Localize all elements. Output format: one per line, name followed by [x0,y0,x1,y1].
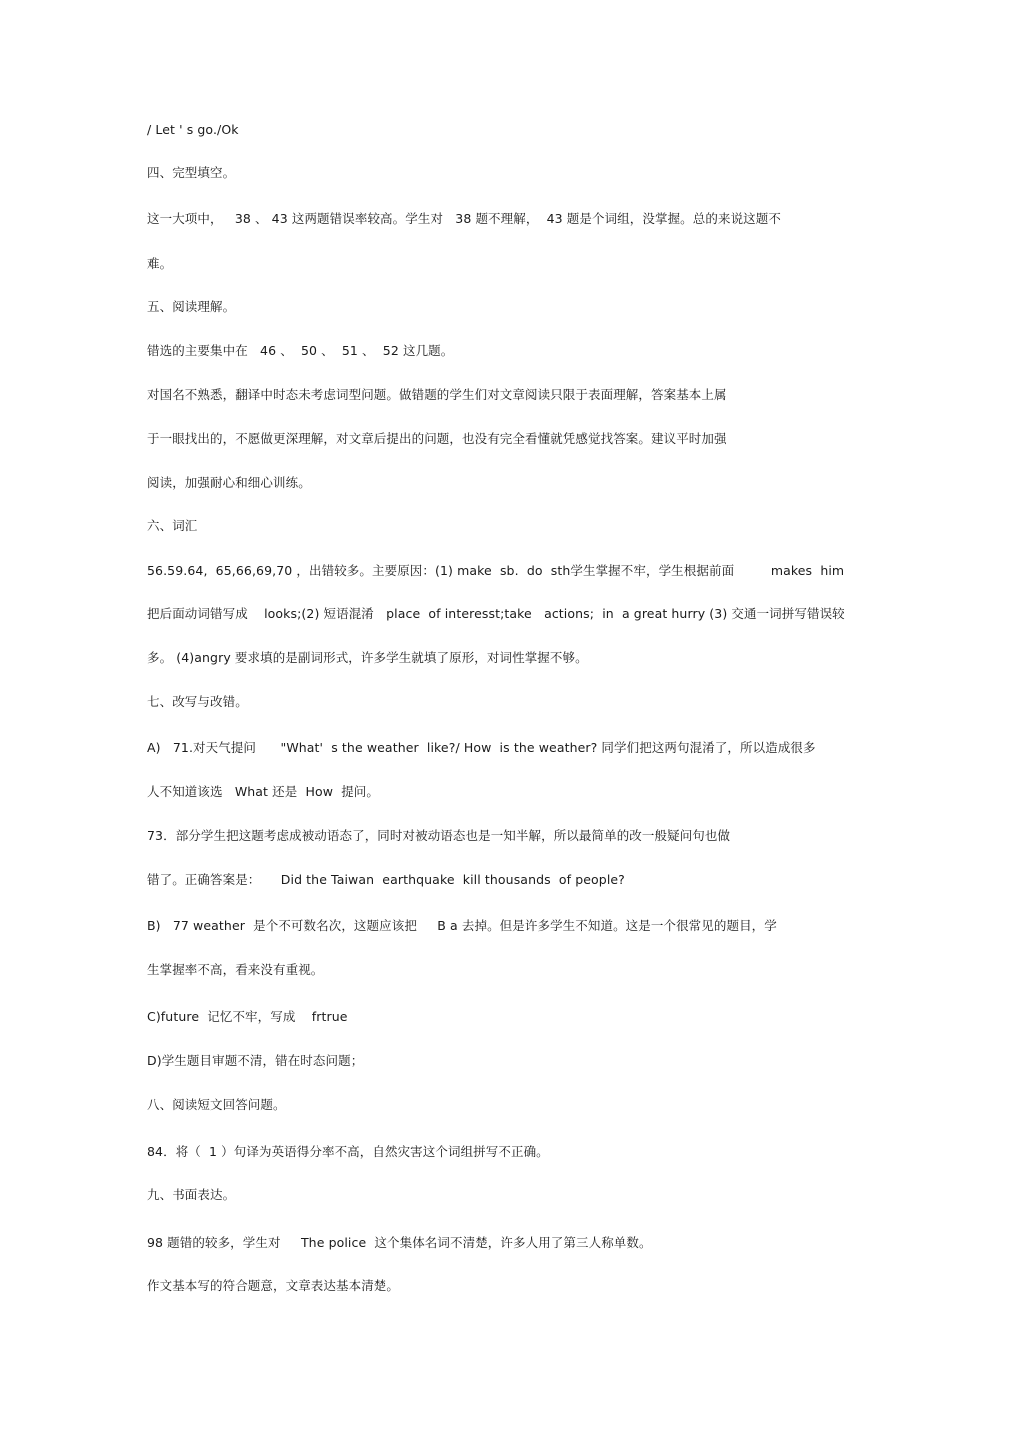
section-heading-cloze: 四、完型填空。 [147,165,236,180]
section-heading-vocabulary: 六、词汇 [147,518,198,533]
section-heading-rewrite: 七、改写与改错。 [147,694,248,709]
text-line: 于一眼找出的，不愿做更深理解，对文章后提出的问题，也没有完全看懂就凭感觉找答案。建议平时加强 [147,431,727,446]
text-line: 作文基本写的符合题意，文章表达基本清楚。 [147,1278,400,1293]
text-line: / Let ' s go./Ok [147,122,239,137]
text-line: 阅读，加强耐心和细心训练。 [147,475,311,490]
text-line: 把后面动词错写成 looks;(2) 短语混淆 place of interesst;take actions; in a great hurry (3) 交通一词拼写错误较 [147,606,845,621]
text-line: 多。 (4)angry 要求填的是副词形式，许多学生就填了原形，对词性掌握不够。 [147,650,588,665]
text-line: A) 71.对天气提问 "What' s the weather like?/ How is the weather? 同学们把这两句混淆了，所以造成很多 [147,740,816,755]
text-line: 生掌握率不高，看来没有重视。 [147,962,324,977]
section-heading-reading: 五、阅读理解。 [147,299,236,314]
text-line: 98 题错的较多，学生对 The police 这个集体名词不清楚，许多人用了第三人称单数。 [147,1235,652,1250]
text-line: D)学生题目审题不清，错在时态问题； [147,1053,364,1068]
text-line: 难。 [147,256,173,271]
text-line: C)future 记忆不牢，写成 frtrue [147,1009,348,1024]
section-heading-writing: 九、书面表达。 [147,1187,236,1202]
text-line: 73．部分学生把这题考虑成被动语态了，同时对被动语态也是一知半解，所以最简单的改一般疑问句也做 [147,828,731,843]
text-line: 56.59.64, 65,66,69,70 ，出错较多。主要原因：(1) make sb. do sth学生掌握不牢，学生根据前面 makes him [147,563,845,578]
text-line: 错了。正确答案是： Did the Taiwan earthquake kill thousands of people? [147,872,625,887]
text-line: 这一大项中， 38 、 43 这两题错误率较高。学生对 38 题不理解， 43 题是个词组，没掌握。总的来说这题不 [147,211,781,226]
text-line: 对国名不熟悉，翻译中时态未考虑词型问题。做错题的学生们对文章阅读只限于表面理解，答案基本上属 [147,387,727,402]
text-line: 错选的主要集中在 46 、 50 、 51 、 52 这几题。 [147,343,454,358]
section-heading-short-answer: 八、阅读短文回答问题。 [147,1097,286,1112]
text-line: 84．将（ 1 ）句译为英语得分率不高，自然灾害这个词组拼写不正确。 [147,1144,549,1159]
text-line: 人不知道该选 What 还是 How 提问。 [147,784,380,799]
text-line: B) 77 weather 是个不可数名次，这题应该把 B a 去掉。但是许多学生不知道。这是一个很常见的题目，学 [147,918,777,933]
